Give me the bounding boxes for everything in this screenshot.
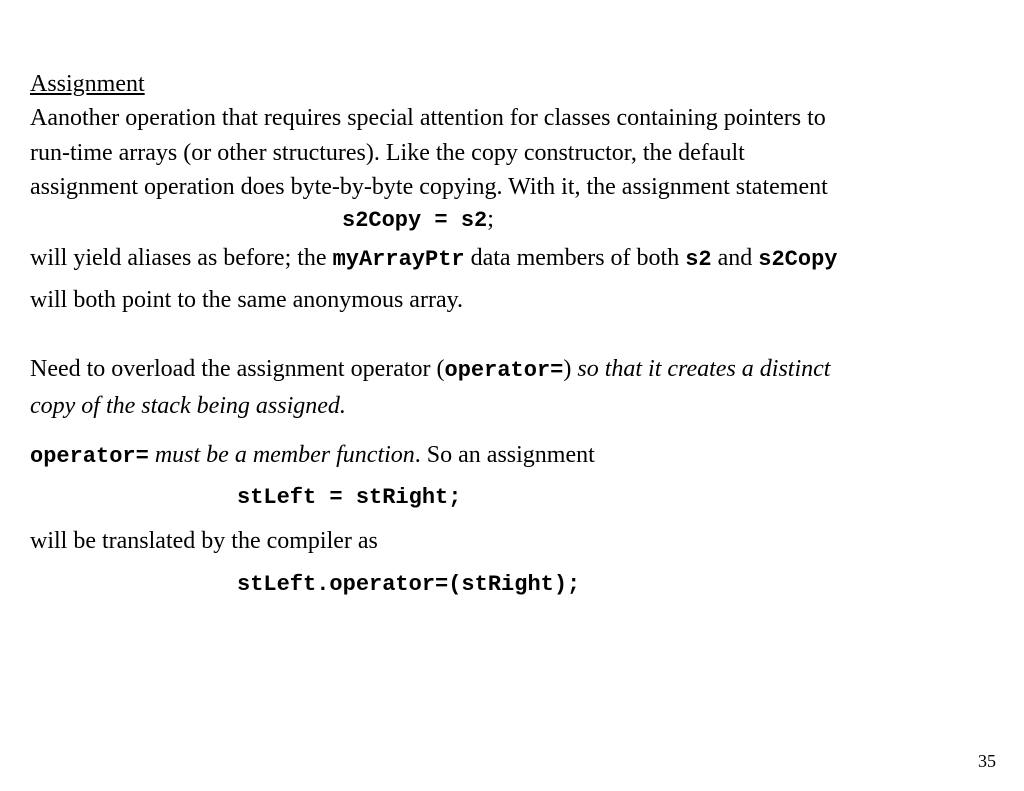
code-tail: ;: [487, 206, 494, 232]
italic-text: so that it creates a distinct: [577, 356, 831, 382]
italic-text: must be a member function: [154, 442, 415, 468]
text-run: Need to overload the assignment operator (: [30, 356, 445, 382]
paragraph-line: will both point to the same anonymous array.: [30, 287, 464, 313]
paragraph-line: [30, 244, 838, 274]
code-snippet: operator=: [30, 444, 149, 469]
code-line: [342, 205, 494, 235]
paragraph-line: assignment operation does byte-by-byte copying. With it, the assignment statement: [30, 174, 828, 200]
code-line: stLeft = stRight;: [237, 485, 462, 510]
code-snippet: myArrayPtr: [332, 247, 465, 272]
page-number: 35: [978, 751, 996, 771]
paragraph-line: run-time arrays (or other structures). Like the copy constructor, the default: [30, 140, 745, 166]
text-run: data members of both: [464, 245, 686, 271]
text-run: will yield aliases as before; the: [30, 245, 333, 271]
text-run: ): [563, 356, 578, 382]
code-snippet: s2: [685, 247, 712, 272]
section-heading: Assignment: [30, 71, 145, 97]
code-snippet: s2Copy = s2: [342, 208, 488, 233]
text-run: and: [711, 245, 759, 271]
text-run: . So an assignment: [414, 442, 595, 468]
paragraph-line: [30, 355, 830, 385]
code-line: stLeft.operator=(stRight);: [237, 572, 581, 597]
paragraph-line: copy of the stack being assigned.: [30, 393, 346, 419]
paragraph-line: will be translated by the compiler as: [30, 528, 378, 554]
paragraph-line: [30, 441, 595, 471]
code-snippet: operator=: [444, 358, 564, 383]
code-snippet: s2Copy: [758, 247, 838, 272]
paragraph-line: Aanother operation that requires special attention for classes containing pointers to: [30, 105, 826, 131]
